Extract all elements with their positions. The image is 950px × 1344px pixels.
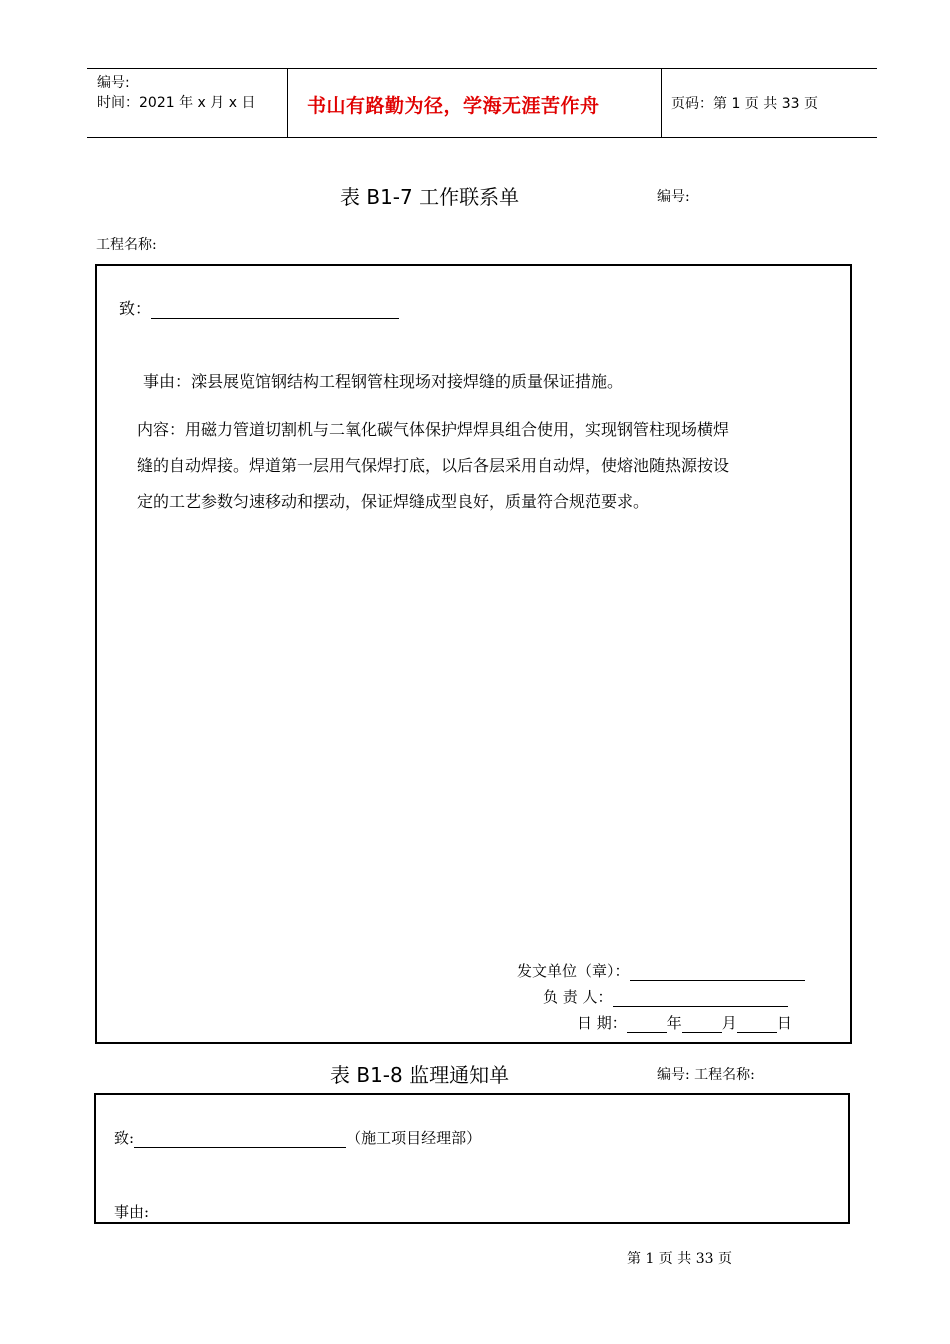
content-line: 缝的自动焊接。焊道第一层用气保焊打底，以后各层采用自动焊，使熔池随热源按设 — [137, 456, 730, 475]
responsible-row — [543, 986, 788, 1007]
time-label: 时间：2021 年 x 月 x 日 — [97, 95, 256, 111]
form1-subject: 事由：滦县展览馆钢结构工程钢管柱现场对接焊缝的质量保证措施。 — [143, 372, 624, 391]
form2-number-project-label: 编号: 工程名称: — [657, 1067, 755, 1083]
header-divider — [661, 69, 662, 137]
year-blank[interactable] — [627, 1014, 667, 1033]
date-row — [577, 1012, 792, 1033]
date-label: 日 期： — [577, 1014, 627, 1032]
to-blank[interactable] — [151, 299, 399, 319]
responsible-label: 负 责 人： — [543, 988, 613, 1006]
year-label: 年 — [666, 1014, 682, 1032]
form1-box — [95, 264, 852, 1044]
form1-content — [137, 412, 849, 520]
issuer-label: 发文单位（章）： — [517, 962, 630, 980]
content-line: 定的工艺参数匀速移动和摆动，保证焊缝成型良好，质量符合规范要求。 — [137, 492, 650, 511]
header-motto: 书山有路勤为径，学海无涯苦作舟 — [307, 95, 600, 117]
month-label: 月 — [721, 1014, 737, 1032]
to-blank[interactable] — [134, 1129, 346, 1148]
page-header — [87, 68, 877, 138]
day-label: 日 — [776, 1014, 792, 1032]
responsible-blank[interactable] — [613, 988, 788, 1007]
to-suffix: （施工项目经理部） — [346, 1129, 482, 1147]
form2-to-row — [114, 1127, 481, 1148]
form2-box — [94, 1093, 850, 1224]
day-blank[interactable] — [737, 1014, 777, 1033]
header-meta — [97, 73, 255, 113]
serial-label: 编号: — [97, 75, 130, 91]
form1-title: 表 B1-7 工作联系单 — [340, 185, 520, 209]
month-blank[interactable] — [682, 1014, 722, 1033]
page-footer: 第 1 页 共 33 页 — [627, 1251, 732, 1267]
form2-title: 表 B1-8 监理通知单 — [330, 1063, 510, 1087]
to-label: 致： — [119, 299, 152, 318]
form2-subject-label: 事由: — [114, 1203, 150, 1221]
to-label: 致: — [114, 1129, 135, 1147]
form1-number-label: 编号: — [657, 189, 690, 205]
header-page-info: 页码：第 1 页 共 33 页 — [671, 96, 818, 112]
issuer-row — [517, 960, 805, 981]
form1-to-row — [119, 296, 399, 319]
header-divider — [287, 69, 288, 137]
issuer-blank[interactable] — [630, 962, 805, 981]
content-line: 内容：用磁力管道切割机与二氧化碳气体保护焊焊具组合使用，实现钢管柱现场横焊 — [137, 420, 730, 439]
form1-project-label: 工程名称: — [96, 237, 157, 253]
